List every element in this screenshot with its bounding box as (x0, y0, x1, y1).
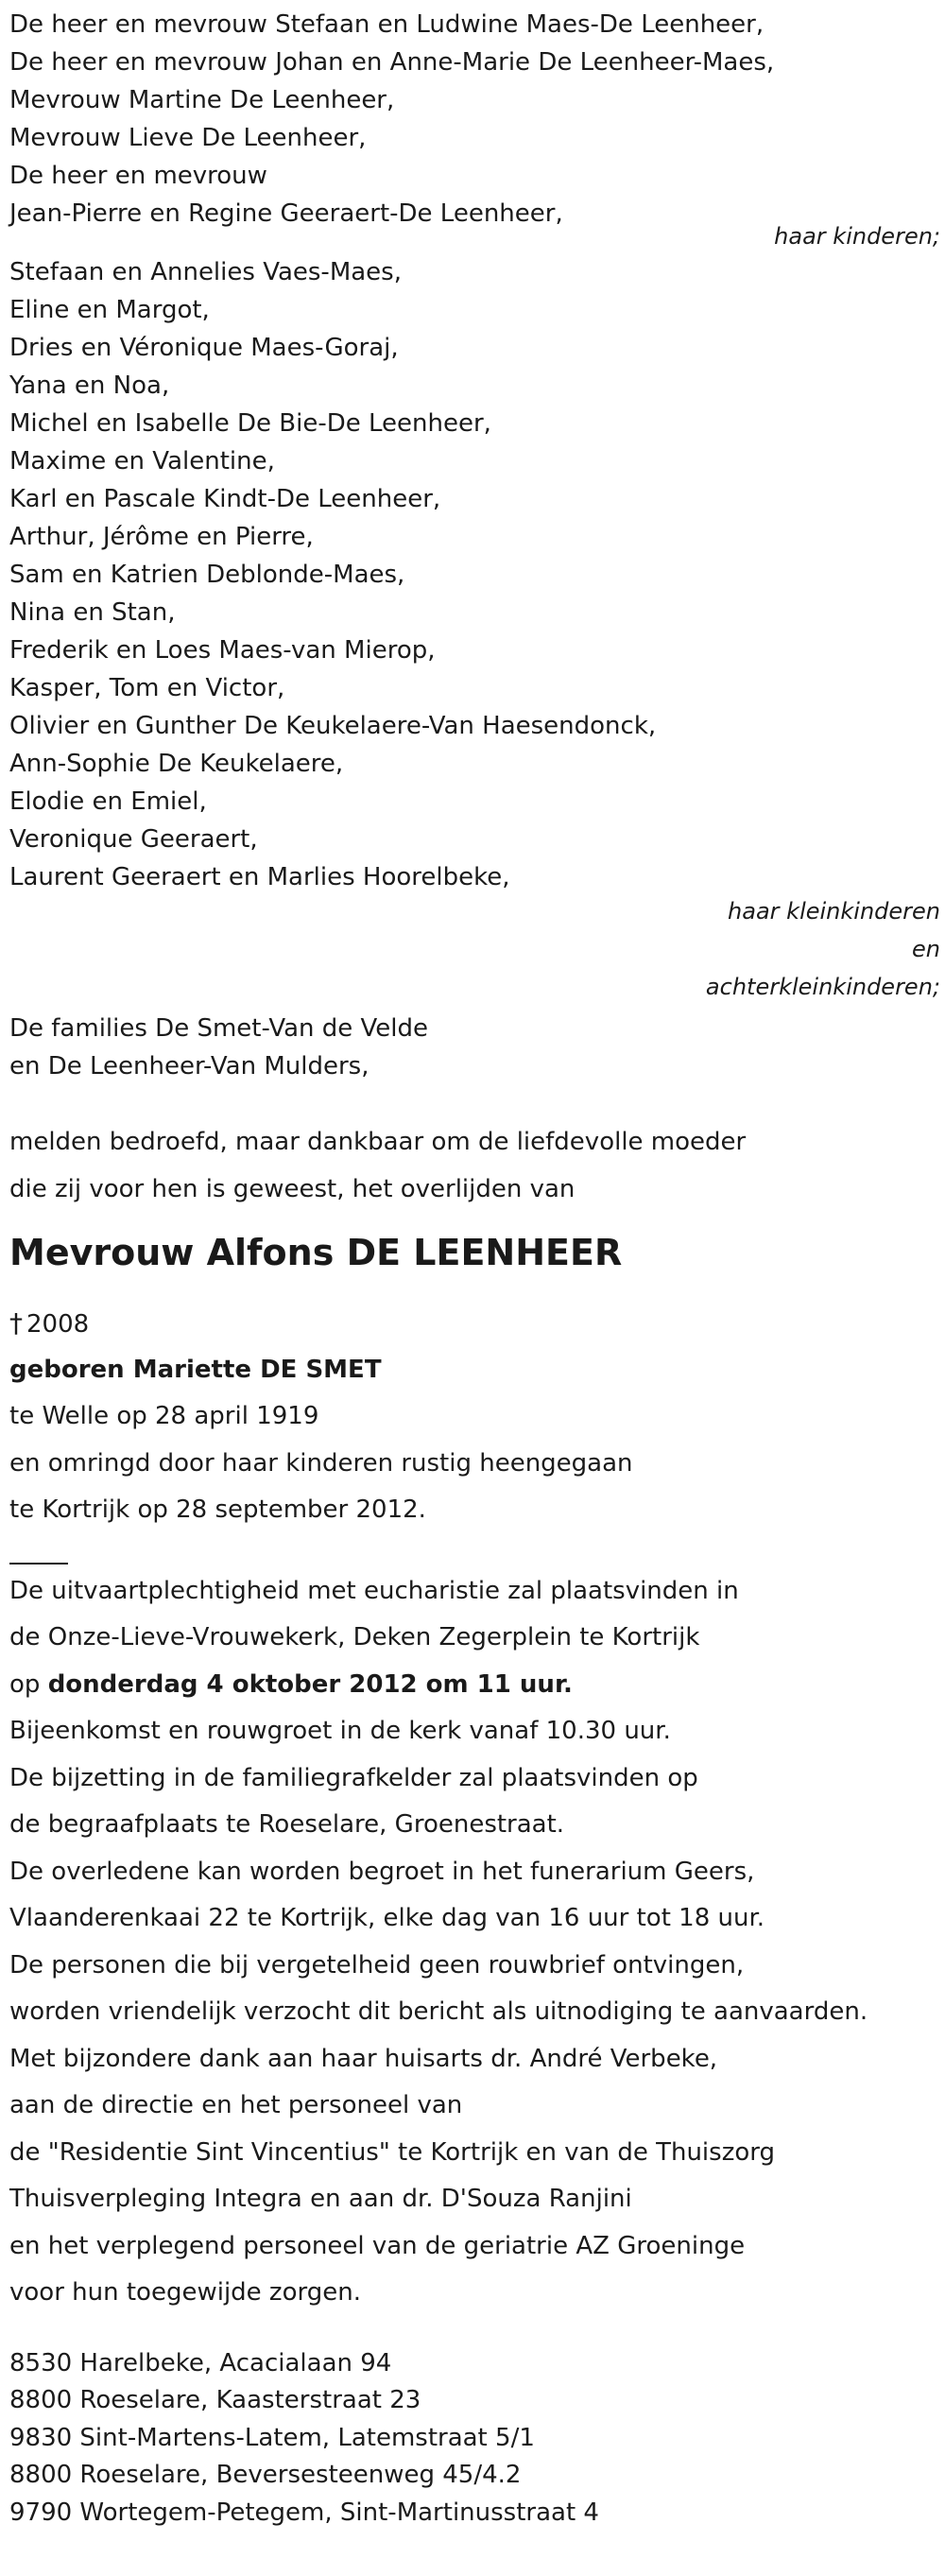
ceremony-date-prefix: op (9, 1669, 48, 1699)
announcement (9, 1119, 940, 1213)
born-name: geboren Mariette DE SMET (9, 1355, 382, 1384)
ceremony-line: De bijzetting in de familiegrafkelder zal plaatsvinden op (9, 1763, 698, 1792)
ceremony-line: de begraafplaats te Roeselare, Groenestraat. (9, 1810, 565, 1839)
ceremony-line: de "Residentie Sint Vincentius" te Kortrijk en van de Thuiszorg (9, 2137, 775, 2167)
family-line: Arthur, Jérôme en Pierre, (9, 523, 314, 551)
addresses (9, 2345, 940, 2533)
birth-line: en omringd door haar kinderen rustig heengegaan (9, 1448, 633, 1478)
family-line: Eline en Margot, (9, 296, 210, 324)
family-line: Frederik en Loes Maes-van Mierop, (9, 636, 436, 665)
death-notice (9, 0, 940, 2532)
ceremony-line: Vlaanderenkaai 22 te Kortrijk, elke dag van 16 uur tot 18 uur. (9, 1904, 765, 1932)
family-line: Kasper, Tom en Victor, (9, 674, 285, 702)
grandchildren-label-line: en (912, 936, 940, 962)
ceremony-line: Met bijzondere dank aan haar huisarts dr. André Verbeke, (9, 2044, 718, 2073)
birth-line: te Welle op 28 april 1919 (9, 1402, 319, 1430)
separator-rule (9, 1563, 68, 1565)
address-line: 9790 Wortegem-Petegem, Sint-Martinusstraat 4 (9, 2498, 599, 2527)
address-line: 8800 Roeselare, Kaasterstraat 23 (9, 2386, 421, 2415)
ceremony-line: worden vriendelijk verzocht dit bericht als uitnodiging te aanvaarden. (9, 1997, 868, 2026)
family-line: Veronique Geeraert, (9, 825, 258, 854)
families-list (9, 1010, 940, 1085)
ceremony-line: de Onze-Lieve-Vrouwekerk, Deken Zegerplein te Kortrijk (9, 1623, 700, 1651)
family-line: Nina en Stan, (9, 598, 176, 627)
family-line: Karl en Pascale Kindt-De Leenheer, (9, 485, 441, 513)
family-line: De families De Smet-Van de Velde (9, 1014, 429, 1043)
ceremony-line: De personen die bij vergetelheid geen rouwbrief ontvingen, (9, 1950, 745, 1980)
details (9, 1300, 940, 1534)
grandchildren-label (9, 892, 940, 1006)
birth-line: te Kortrijk op 28 september 2012. (9, 1495, 426, 1524)
ceremony-line: en het verplegend personeel van de geriatrie AZ Groeninge (9, 2231, 746, 2260)
ceremony-line: De uitvaartplechtigheid met eucharistie zal plaatsvinden in (9, 1576, 739, 1605)
address-line: 9830 Sint-Martens-Latem, Latemstraat 5/1 (9, 2423, 535, 2452)
death-year-line (9, 1300, 940, 1347)
family-line: Michel en Isabelle De Bie-De Leenheer, (9, 409, 491, 438)
death-year: 2008 (26, 1310, 90, 1339)
family-line: Yana en Noa, (9, 372, 170, 400)
family-line: Ann-Sophie De Keukelaere, (9, 750, 344, 778)
family-line: Dries en Véronique Maes-Goraj, (9, 334, 399, 362)
deceased-name: Mevrouw Alfons DE LEENHEER (9, 1232, 623, 1273)
grandchildren-label-line: achterkleinkinderen; (705, 974, 940, 1000)
announce-line: melden bedroefd, maar dankbaar om de liefdevolle moeder (9, 1128, 747, 1156)
family-line: Mevrouw Lieve De Leenheer, (9, 124, 367, 152)
family-line: De heer en mevrouw Stefaan en Ludwine Maes-De Leenheer, (9, 10, 765, 39)
ceremony-line: aan de directie en het personeel van (9, 2091, 463, 2119)
family-line: De heer en mevrouw Johan en Anne-Marie De Leenheer-Maes, (9, 48, 775, 77)
ceremony-date-line (9, 1662, 940, 1709)
announce-line: die zij voor hen is geweest, het overlijden van (9, 1174, 576, 1203)
cross-icon: † (9, 1307, 23, 1339)
ceremony-line: voor hun toegewijde zorgen. (9, 2278, 361, 2307)
ceremony (9, 1568, 940, 2317)
family-line: Elodie en Emiel, (9, 787, 207, 816)
address-line: 8800 Roeselare, Beversesteenweg 45/4.2 (9, 2461, 522, 2490)
grandchildren-list (9, 253, 940, 896)
family-line: Stefaan en Annelies Vaes-Maes, (9, 258, 402, 286)
family-line: Laurent Geeraert en Marlies Hoorelbeke, (9, 863, 510, 891)
children-label: haar kinderen; (774, 223, 940, 250)
family-line: Olivier en Gunther De Keukelaere-Van Haesendonck, (9, 712, 657, 740)
ceremony-line: De overledene kan worden begroet in het funerarium Geers, (9, 1857, 755, 1886)
family-line: De heer en mevrouw (9, 162, 267, 190)
children-list (9, 0, 940, 233)
family-line: en De Leenheer-Van Mulders, (9, 1052, 369, 1081)
family-line: Mevrouw Martine De Leenheer, (9, 86, 395, 114)
family-line: Jean-Pierre en Regine Geeraert-De Leenheer, (9, 199, 563, 228)
grandchildren-label-line: haar kleinkinderen (728, 898, 940, 925)
address-line: 8530 Harelbeke, Acacialaan 94 (9, 2348, 392, 2377)
family-line: Sam en Katrien Deblonde-Maes, (9, 561, 405, 589)
family-line: Maxime en Valentine, (9, 447, 275, 475)
ceremony-line: Thuisverpleging Integra en aan dr. D'Souza Ranjini (9, 2185, 632, 2213)
ceremony-date: donderdag 4 oktober 2012 om 11 uur. (47, 1669, 573, 1699)
ceremony-line: Bijeenkomst en rouwgroet in de kerk vanaf 10.30 uur. (9, 1717, 671, 1745)
